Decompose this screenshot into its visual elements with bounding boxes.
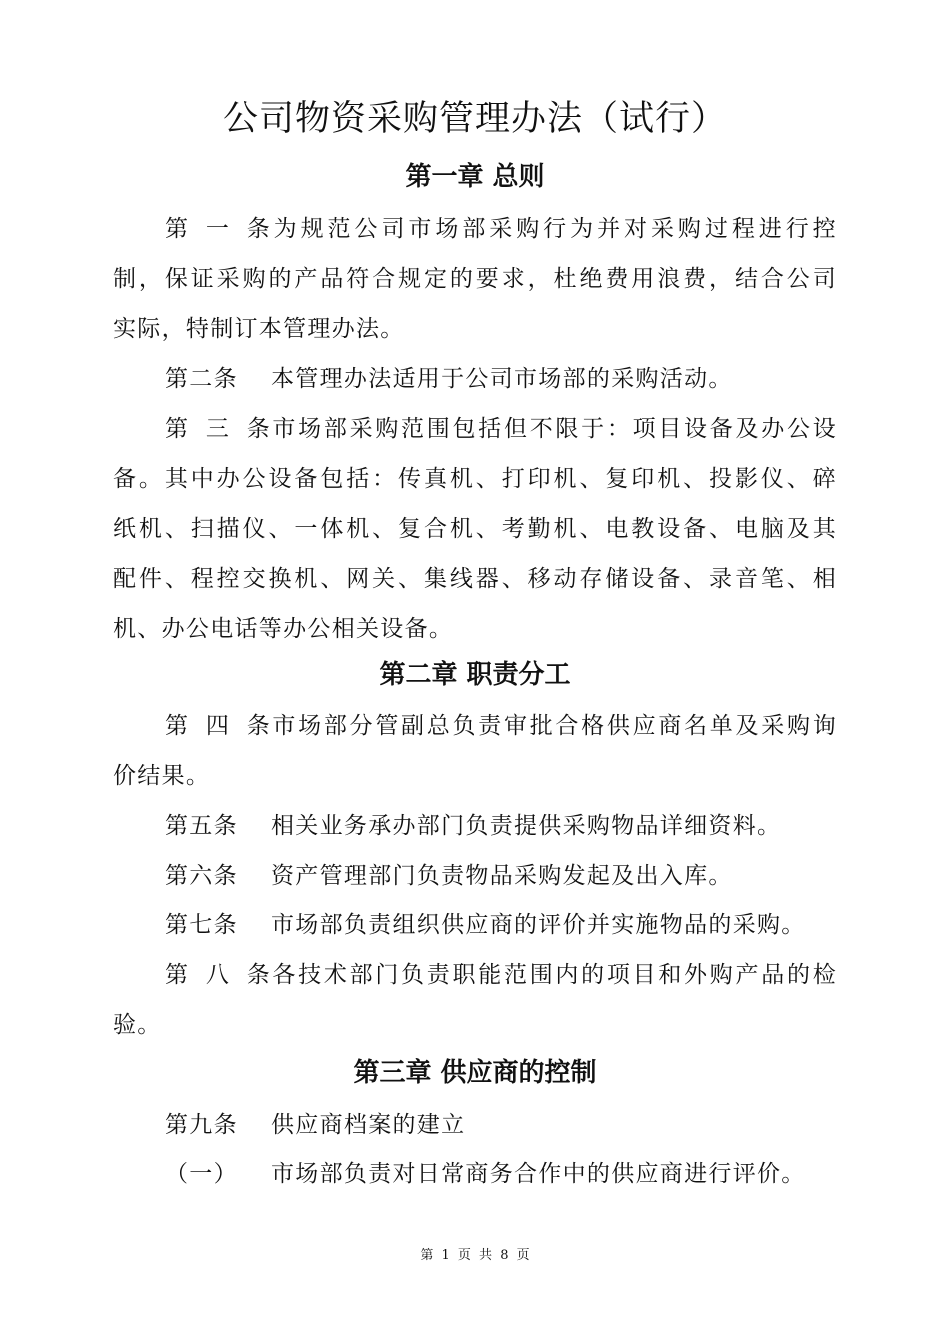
chapter-heading-2: 第二章 职责分工: [379, 660, 571, 690]
article-text-line: 配件、程控交换机、网关、集线器、移动存储设备、录音笔、相: [113, 566, 837, 592]
chapter-heading-3: 第三章 供应商的控制: [353, 1058, 597, 1088]
article-label: 第六条: [165, 863, 238, 889]
article-5: [113, 801, 837, 851]
article-1: [113, 204, 837, 354]
article-text-line: 机、办公电话等办公相关设备。: [113, 616, 454, 642]
article-text-line: 供应商档案的建立: [271, 1112, 466, 1138]
article-7: [113, 900, 837, 950]
article-text-line: 为规范公司市场部采购行为并对采购过程进行控: [271, 216, 837, 242]
article-text-line: 备。其中办公设备包括：传真机、打印机、复印机、投影仪、碎: [113, 466, 837, 492]
article-text-line: 市场部分管副总负责审批合格供应商名单及采购询: [271, 713, 837, 739]
article-text-line: 资产管理部门负责物品采购发起及出入库。: [271, 863, 733, 889]
article-text-line: 本管理办法适用于公司市场部的采购活动。: [271, 366, 733, 392]
article-text-line: 各技术部门负责职能范围内的项目和外购产品的检: [271, 962, 837, 988]
article-label: 第九条: [165, 1112, 238, 1138]
article-6: [113, 851, 837, 901]
document-title: 公司物资采购管理办法（试行）: [222, 99, 727, 139]
article-9: [113, 1100, 837, 1150]
article-text-line: 相关业务承办部门负责提供采购物品详细资料。: [271, 813, 782, 839]
article-label: 第五条: [165, 813, 238, 839]
article-label: 第四条: [165, 713, 271, 739]
article-label: 第二条: [165, 366, 238, 392]
article-4: [113, 701, 837, 801]
article-text-line: 纸机、扫描仪、一体机、复合机、考勤机、电教设备、电脑及其: [113, 516, 837, 542]
article-label: 第八条: [165, 962, 271, 988]
article-label: 第三条: [165, 416, 271, 442]
article-text-line: 实际，特制订本管理办法。: [113, 316, 405, 342]
article-text-line: 制，保证采购的产品符合规定的要求，杜绝费用浪费，结合公司: [113, 266, 837, 292]
item-1: [113, 1149, 837, 1199]
item-label: （一）: [165, 1161, 238, 1187]
article-8: [113, 950, 837, 1050]
chapter-heading-1: 第一章 总则: [405, 162, 545, 192]
article-label: 第一条: [165, 216, 271, 242]
article-label: 第七条: [165, 912, 238, 938]
article-text-line: 验。: [113, 1012, 162, 1038]
article-text-line: 市场部采购范围包括但不限于：项目设备及办公设: [271, 416, 837, 442]
article-text-line: 市场部负责组织供应商的评价并实施物品的采购。: [271, 912, 806, 938]
article-2: [113, 354, 837, 404]
article-text-line: 价结果。: [113, 763, 211, 789]
item-text-line: 市场部负责对日常商务合作中的供应商进行评价。: [271, 1161, 806, 1187]
article-3: [113, 404, 837, 654]
page-number-footer: 第 1 页 共 8 页: [420, 1248, 530, 1263]
